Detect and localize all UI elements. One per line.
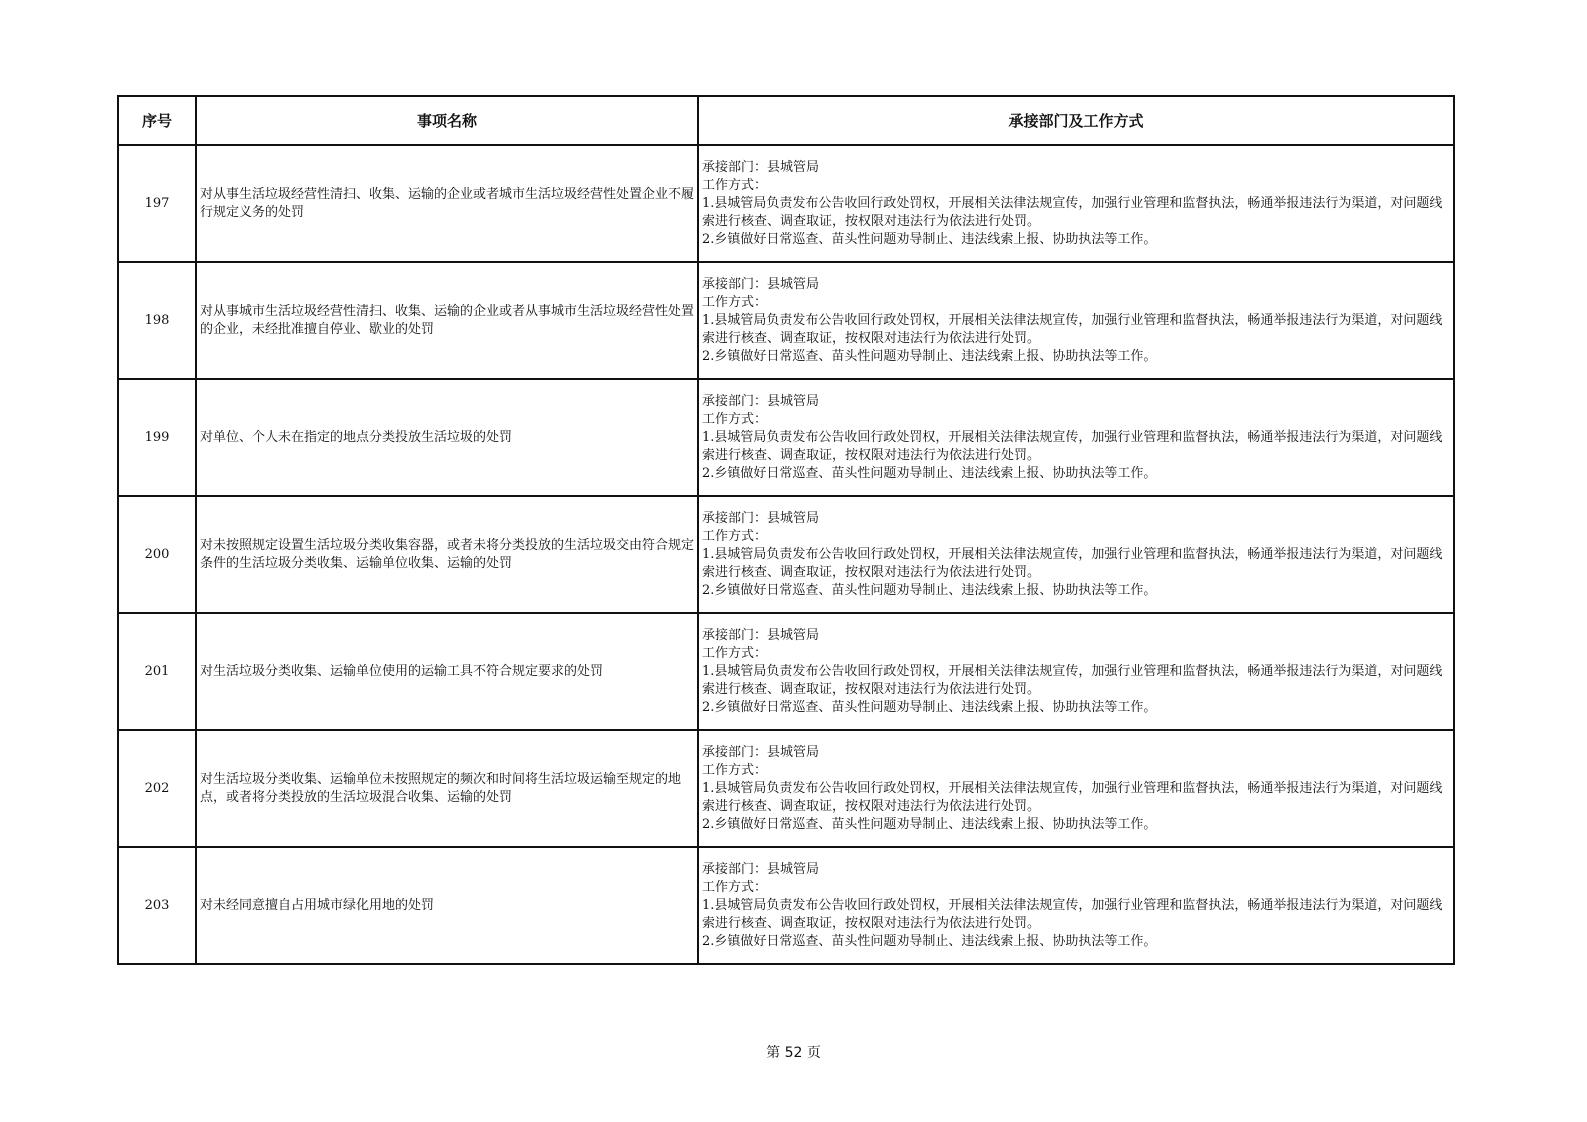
row-name: 对单位、个人未在指定的地点分类投放生活垃圾的处罚 [196,379,698,496]
row-dept [698,730,1454,847]
row-dept [698,262,1454,379]
row-seq: 198 [118,262,196,379]
dept-line: 2.乡镇做好日常巡查、苗头性问题劝导制止、违法线索上报、协助执法等工作。 [702,699,1157,715]
dept-line: 工作方式： [702,645,768,661]
dept-line: 承接部门：县城管局 [702,276,820,292]
row-name: 对未经同意擅自占用城市绿化用地的处罚 [196,847,698,964]
dept-line: 工作方式： [702,177,768,193]
table-row [118,847,1454,964]
dept-line: 承接部门：县城管局 [702,510,820,526]
dept-line: 2.乡镇做好日常巡查、苗头性问题劝导制止、违法线索上报、协助执法等工作。 [702,816,1157,832]
row-name: 对未按照规定设置生活垃圾分类收集容器，或者未将分类投放的生活垃圾交由符合规定条件的生活垃圾分类收集、运输单位收集、运输的处罚 [196,496,698,613]
row-dept [698,379,1454,496]
dept-line: 工作方式： [702,294,768,310]
table-row [118,145,1454,262]
dept-line: 2.乡镇做好日常巡查、苗头性问题劝导制止、违法线索上报、协助执法等工作。 [702,348,1157,364]
table-row [118,379,1454,496]
dept-line: 工作方式： [702,411,768,427]
header-seq: 序号 [118,96,196,145]
row-seq: 200 [118,496,196,613]
row-seq: 199 [118,379,196,496]
dept-line: 2.乡镇做好日常巡查、苗头性问题劝导制止、违法线索上报、协助执法等工作。 [702,465,1157,481]
row-dept [698,145,1454,262]
dept-line: 工作方式： [702,762,768,778]
dept-line: 2.乡镇做好日常巡查、苗头性问题劝导制止、违法线索上报、协助执法等工作。 [702,933,1157,949]
dept-line: 1.县城管局负责发布公告收回行政处罚权，开展相关法律法规宣传，加强行业管理和监督执法，畅通举报违法行为渠道，对问题线索进行核查、调查取证，按权限对违法行为依法进行处罚。 [702,429,1443,463]
dept-line: 工作方式： [702,528,768,544]
header-name: 事项名称 [196,96,698,145]
dept-line: 承接部门：县城管局 [702,744,820,760]
dept-line: 承接部门：县城管局 [702,159,820,175]
row-dept [698,613,1454,730]
dept-line: 承接部门：县城管局 [702,393,820,409]
dept-line: 2.乡镇做好日常巡查、苗头性问题劝导制止、违法线索上报、协助执法等工作。 [702,231,1157,247]
row-dept [698,496,1454,613]
table-header [118,96,1454,145]
row-seq: 197 [118,145,196,262]
header-row [118,96,1454,145]
row-dept [698,847,1454,964]
table-row [118,730,1454,847]
table-row [118,496,1454,613]
row-name: 对从事生活垃圾经营性清扫、收集、运输的企业或者城市生活垃圾经营性处置企业不履行规定义务的处罚 [196,145,698,262]
dept-line: 1.县城管局负责发布公告收回行政处罚权，开展相关法律法规宣传，加强行业管理和监督执法，畅通举报违法行为渠道，对问题线索进行核查、调查取证，按权限对违法行为依法进行处罚。 [702,546,1443,580]
row-seq: 202 [118,730,196,847]
dept-line: 2.乡镇做好日常巡查、苗头性问题劝导制止、违法线索上报、协助执法等工作。 [702,582,1157,598]
dept-line: 1.县城管局负责发布公告收回行政处罚权，开展相关法律法规宣传，加强行业管理和监督执法，畅通举报违法行为渠道，对问题线索进行核查、调查取证，按权限对违法行为依法进行处罚。 [702,195,1443,229]
dept-line: 1.县城管局负责发布公告收回行政处罚权，开展相关法律法规宣传，加强行业管理和监督执法，畅通举报违法行为渠道，对问题线索进行核查、调查取证，按权限对违法行为依法进行处罚。 [702,897,1443,931]
dept-line: 1.县城管局负责发布公告收回行政处罚权，开展相关法律法规宣传，加强行业管理和监督执法，畅通举报违法行为渠道，对问题线索进行核查、调查取证，按权限对违法行为依法进行处罚。 [702,780,1443,814]
matters-table [117,95,1455,965]
dept-line: 1.县城管局负责发布公告收回行政处罚权，开展相关法律法规宣传，加强行业管理和监督执法，畅通举报违法行为渠道，对问题线索进行核查、调查取证，按权限对违法行为依法进行处罚。 [702,312,1443,346]
dept-line: 承接部门：县城管局 [702,861,820,877]
table-row [118,613,1454,730]
header-dept: 承接部门及工作方式 [698,96,1454,145]
row-name: 对从事城市生活垃圾经营性清扫、收集、运输的企业或者从事城市生活垃圾经营性处置的企业，未经批准擅自停业、歇业的处罚 [196,262,698,379]
dept-line: 1.县城管局负责发布公告收回行政处罚权，开展相关法律法规宣传，加强行业管理和监督执法，畅通举报违法行为渠道，对问题线索进行核查、调查取证，按权限对违法行为依法进行处罚。 [702,663,1443,697]
table-body [118,145,1454,964]
dept-line: 承接部门：县城管局 [702,627,820,643]
row-name: 对生活垃圾分类收集、运输单位使用的运输工具不符合规定要求的处罚 [196,613,698,730]
dept-line: 工作方式： [702,879,768,895]
row-name: 对生活垃圾分类收集、运输单位未按照规定的频次和时间将生活垃圾运输至规定的地点，或者将分类投放的生活垃圾混合收集、运输的处罚 [196,730,698,847]
row-seq: 203 [118,847,196,964]
table-row [118,262,1454,379]
page-number: 第 52 页 [766,1045,821,1061]
row-seq: 201 [118,613,196,730]
